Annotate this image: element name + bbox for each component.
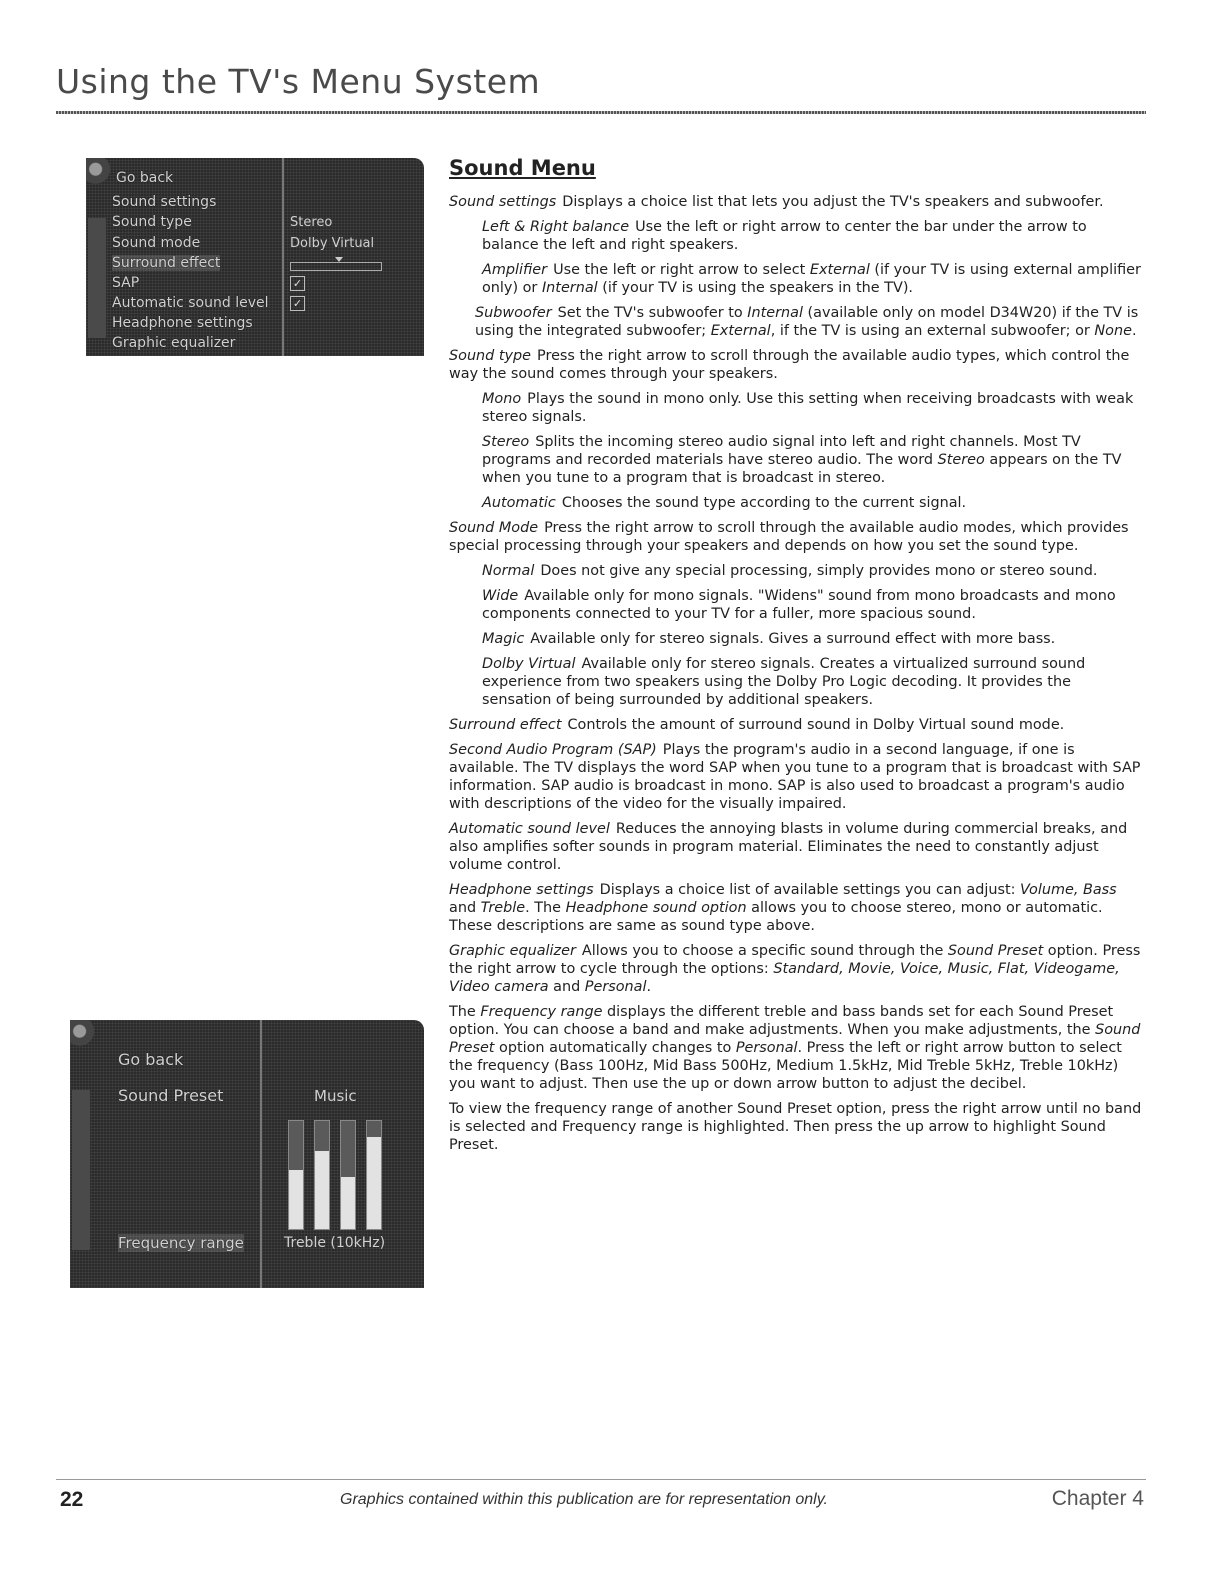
entry-normal — [449, 562, 1144, 580]
text: . The — [525, 900, 566, 916]
text: appears on the TV when you tune to a program that is broadcast in stereo. — [482, 452, 1122, 486]
entry-dolby-virtual — [449, 655, 1144, 709]
entry-sound-type — [449, 347, 1144, 383]
sound-mode-value: Dolby Virtual — [290, 236, 375, 251]
term: Sound Mode — [449, 520, 539, 536]
emphasis: Stereo — [937, 452, 985, 468]
entry-wide — [449, 587, 1144, 623]
text: (if your TV is using the speakers in the TV). — [597, 280, 914, 296]
text: (available only on model D34W20) if the TV is using the integrated subwoofer; — [475, 305, 1139, 339]
page-title: Using the TV's Menu System — [56, 62, 541, 101]
entry-amplifier — [449, 261, 1144, 297]
term: Amplifier — [482, 262, 548, 278]
text: The — [449, 1004, 481, 1020]
entry-headphone-settings — [449, 881, 1144, 935]
text: Use the left or right arrow to select — [553, 262, 810, 278]
description: Reduces the annoying blasts in volume during commercial breaks, and also amplifies softer sounds in program material. Eliminates the need to constantly adjust volume control. — [449, 821, 1128, 873]
term: Dolby Virtual — [482, 656, 576, 672]
term: Sound settings — [449, 194, 557, 210]
sap-checkbox[interactable]: ✓ — [290, 276, 305, 291]
term: Stereo — [482, 434, 530, 450]
text: displays the different treble and bass bands set for each Sound Preset option. You can choose a band and make adjustments. When you make adjustments, the — [449, 1004, 1114, 1038]
footer-note: Graphics contained within this publication are for representation only. — [340, 1491, 828, 1508]
emphasis: Internal — [541, 280, 598, 296]
text: . — [646, 979, 652, 995]
text: and — [449, 900, 481, 916]
eq-band[interactable] — [340, 1120, 356, 1230]
frequency-band-value: Treble (10kHz) — [284, 1235, 386, 1251]
description: Press the right arrow to scroll through the available audio types, which control the way the sound comes through your speakers. — [449, 348, 1130, 382]
entry-view-frequency-range: To view the frequency range of another Sound Preset option, press the right arrow until no band is selected and Frequency range is highlighted. Then press the up arrow to highlight Sound Preset. — [449, 1101, 1142, 1153]
entry-sound-settings — [449, 193, 1144, 211]
text: . — [1131, 323, 1137, 339]
sound-menu-screen — [86, 158, 424, 356]
eq-band[interactable] — [314, 1120, 330, 1230]
entry-left-right-balance — [449, 218, 1144, 254]
emphasis: External — [809, 262, 870, 278]
entry-mono — [449, 390, 1144, 426]
term: Normal — [482, 563, 535, 579]
eq-band-level — [367, 1137, 381, 1229]
menu-tab — [88, 218, 106, 338]
screen-divider — [260, 1020, 262, 1288]
term: Left & Right balance — [482, 219, 630, 235]
text: and — [548, 979, 585, 995]
entry-surround-effect — [449, 716, 1144, 734]
description: Available only for stereo signals. Creates a virtualized surround sound experience from two speakers using the Dolby Pro Logic decoding. It provides the sensation of being surrounded by additional speakers. — [482, 656, 1086, 708]
menu-item-sap[interactable]: SAP — [112, 275, 140, 291]
emphasis: Frequency range — [480, 1004, 603, 1020]
emphasis: None — [1094, 323, 1132, 339]
menu-item-headphone-settings[interactable]: Headphone settings — [112, 315, 253, 331]
menu-item-sound-preset[interactable]: Sound Preset — [118, 1086, 224, 1105]
eq-band[interactable] — [288, 1120, 304, 1230]
eq-band-level — [289, 1170, 303, 1229]
term: Surround effect — [449, 717, 562, 733]
eq-band-level — [341, 1177, 355, 1229]
menu-item-go-back[interactable]: Go back — [116, 170, 174, 186]
emphasis: Personal — [584, 979, 647, 995]
graphic-equalizer-screen — [70, 1020, 424, 1288]
entry-automatic — [449, 494, 1144, 512]
sound-type-value: Stereo — [290, 215, 333, 230]
menu-tab — [72, 1090, 90, 1250]
menu-item-sound-type[interactable]: Sound type — [112, 214, 192, 230]
term: Sound type — [449, 348, 532, 364]
entry-subwoofer — [449, 304, 1144, 340]
description: Use the left or right arrow to center the bar under the arrow to balance the left and right speakers. — [482, 219, 1087, 253]
description: Controls the amount of surround sound in Dolby Virtual sound mode. — [567, 717, 1065, 733]
auto-level-checkbox[interactable]: ✓ — [290, 296, 305, 311]
term: Automatic sound level — [449, 821, 610, 837]
screen-corner-icon — [86, 158, 110, 186]
term: Graphic equalizer — [449, 943, 576, 959]
menu-item-graphic-equalizer[interactable]: Graphic equalizer — [112, 335, 236, 351]
text: Allows you to choose a specific sound through the — [581, 943, 948, 959]
entry-graphic-equalizer — [449, 942, 1144, 996]
description: Displays a choice list that lets you adjust the TV's speakers and subwoofer. — [562, 194, 1104, 210]
entry-sound-mode — [449, 519, 1144, 555]
description: Available only for mono signals. "Widens" sound from mono broadcasts and mono components connected to your TV for a fuller, more spacious sound. — [482, 588, 1116, 622]
description: Chooses the sound type according to the current signal. — [561, 495, 967, 511]
emphasis: Standard, Movie, Voice, Music, Flat, Videogame, Video camera — [449, 961, 1120, 995]
entry-magic — [449, 630, 1144, 648]
chapter-label: Chapter 4 — [1051, 1487, 1144, 1510]
emphasis: Internal — [747, 305, 803, 321]
screen-corner-icon — [70, 1020, 94, 1048]
eq-band-level — [315, 1151, 329, 1229]
term: Second Audio Program (SAP) — [449, 742, 657, 758]
term: Mono — [482, 391, 522, 407]
sound-preset-value: Music — [314, 1087, 357, 1105]
description: Press the right arrow to scroll through the available audio modes, which provides special processing through your speakers and depends on how you set the sound type. — [449, 520, 1129, 554]
entry-stereo — [449, 433, 1144, 487]
entry-automatic-sound-level — [449, 820, 1144, 874]
term: Wide — [482, 588, 519, 604]
menu-item-automatic-sound-level[interactable]: Automatic sound level — [112, 295, 269, 311]
page-number: 22 — [60, 1488, 84, 1511]
entry-sap — [449, 741, 1144, 813]
title-rule — [56, 111, 1146, 114]
emphasis: Sound Preset — [947, 943, 1044, 959]
term: Magic — [482, 631, 525, 647]
text: . Press the left or right arrow button to select the frequency (Bass 100Hz, Mid Bass 500Hz, Medium 1.5kHz, Mid Treble 5kHz, Treble 10kHz) you want to adjust. Then use the up or down arrow button to adjust the decibel. — [449, 1040, 1122, 1092]
emphasis: Treble — [480, 900, 526, 916]
text: allows you to choose stereo, mono or automatic. These descriptions are same as sound type above. — [449, 900, 1103, 934]
menu-item-sound-mode[interactable]: Sound mode — [112, 235, 201, 251]
text: Splits the incoming stereo audio signal into left and right channels. Most TV programs and recorded materials have stereo audio. The word — [482, 434, 1081, 468]
eq-band[interactable] — [366, 1120, 382, 1230]
section-title: Sound Menu — [449, 156, 596, 180]
text: Displays a choice list of available settings you can adjust: — [599, 882, 1021, 898]
menu-item-surround-effect[interactable]: Surround effect — [112, 255, 221, 271]
menu-item-go-back[interactable]: Go back — [118, 1050, 184, 1069]
text: (if your TV is using external amplifier only) or — [482, 262, 1141, 296]
text: , if the TV is using an external subwoofer; or — [770, 323, 1095, 339]
menu-item-frequency-range[interactable]: Frequency range — [118, 1234, 244, 1252]
content-column — [449, 155, 1144, 1161]
emphasis: Personal — [735, 1040, 798, 1056]
screen-divider — [282, 158, 284, 356]
description: Available only for stereo signals. Gives a surround effect with more bass. — [530, 631, 1056, 647]
emphasis: Headphone sound option — [565, 900, 747, 916]
footer-rule — [56, 1479, 1146, 1480]
emphasis: External — [710, 323, 771, 339]
text: Set the TV's subwoofer to — [557, 305, 748, 321]
term: Subwoofer — [475, 305, 552, 321]
term: Headphone settings — [449, 882, 594, 898]
entry-frequency-range — [449, 1003, 1144, 1093]
emphasis: Sound Preset — [449, 1022, 1141, 1056]
text: option. Press the right arrow to cycle through the options: — [449, 943, 1141, 977]
description: Plays the sound in mono only. Use this setting when receiving broadcasts with weak stereo signals. — [482, 391, 1134, 425]
menu-item-sound-settings[interactable]: Sound settings — [112, 194, 217, 210]
description: Does not give any special processing, simply provides mono or stereo sound. — [540, 563, 1098, 579]
text: option automatically changes to — [494, 1040, 736, 1056]
surround-level-bar[interactable] — [290, 262, 382, 271]
surround-level-marker — [335, 257, 343, 262]
description: Plays the program's audio in a second language, if one is available. The TV displays the word SAP when you tune to a program that is broadcast with SAP information. SAP audio is broadcast in mono. SAP is also used to broadcast a program's audio with descriptions of the video for the visually impaired. — [449, 742, 1141, 812]
term: Automatic — [482, 495, 556, 511]
emphasis: Volume, Bass — [1020, 882, 1117, 898]
